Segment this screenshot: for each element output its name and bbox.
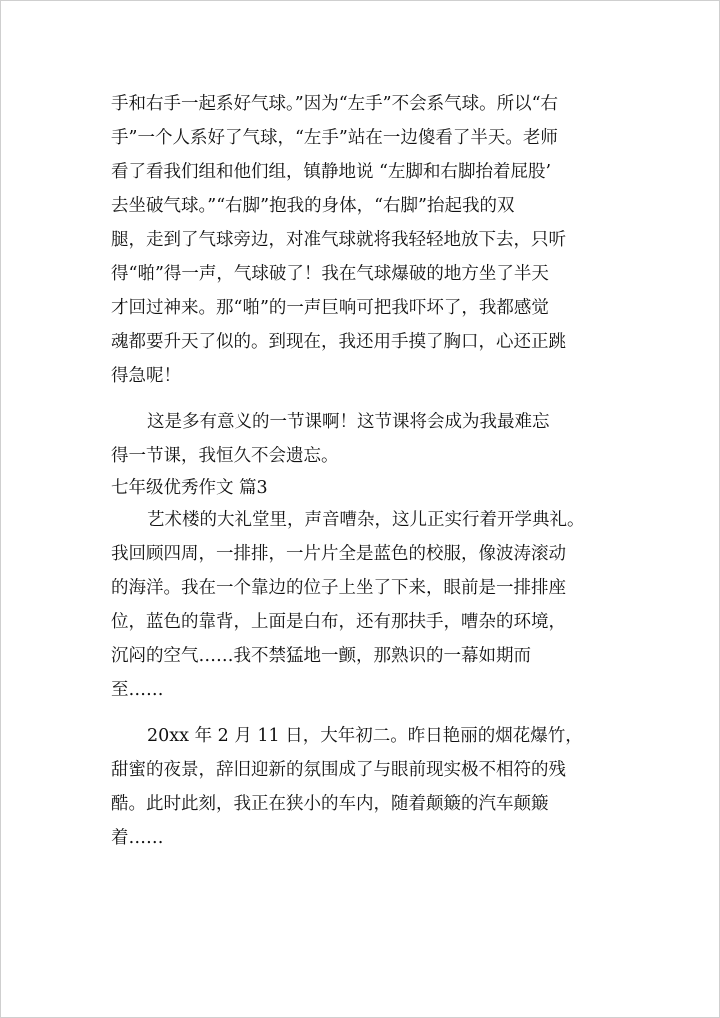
paragraph-line: 甜蜜的夜景，辞旧迎新的氛围成了与眼前现实极不相符的残 — [111, 760, 566, 780]
paragraph-line: 腿，走到了气球旁边，对准气球就将我轻轻地放下去，只听 — [111, 230, 566, 250]
paragraph-line: 我回顾四周，一排排，一片片全是蓝色的校服，像波涛滚动 — [111, 544, 566, 564]
paragraph-line: 看了看我们组和他们组，镇静地说 “左脚和右脚抬着屁股’ — [111, 162, 552, 182]
paragraph-line: 的海洋。我在一个靠边的位子上坐了下来，眼前是一排排座 — [111, 578, 566, 598]
paragraph-gap — [111, 393, 621, 405]
paragraph-line: 酷。此时此刻，我正在狭小的车内，随着颠簸的汽车颠簸 — [111, 794, 549, 814]
paragraph-gap — [111, 707, 621, 719]
paragraph-line: 20xx 年 2 月 11 日，大年初二。昨日艳丽的烟花爆竹， — [147, 726, 583, 746]
paragraph-line: 手”一个人系好了气球，“左手”站在一边傻看了半天。老师 — [111, 128, 558, 148]
paragraph-line: 去坐破气球。”“右脚”抱我的身体，“右脚”抬起我的双 — [111, 196, 515, 216]
paragraph-line: 得急呢！ — [111, 366, 181, 386]
paragraph-line: 才回过神来。那“啪”的一声巨响可把我吓坏了，我都感觉 — [111, 298, 549, 318]
paragraph-line: 位，蓝色的靠背，上面是白布，还有那扶手，嘈杂的环境， — [111, 612, 566, 632]
paragraph-line: 着…… — [111, 828, 164, 848]
document-body — [111, 87, 621, 855]
paragraph-line: 得“啪”得一声，气球破了！我在气球爆破的地方坐了半天 — [111, 264, 549, 284]
paragraph-line: 手和右手一起系好气球。”因为“左手”不会系气球。所以“右 — [111, 94, 559, 114]
paragraph-line: 得一节课，我恒久不会遗忘。 — [111, 446, 339, 466]
section-heading: 七年级优秀作文 篇3 — [111, 478, 268, 498]
paragraph-line: 艺术楼的大礼堂里，声音嘈杂，这儿正实行着开学典礼。 — [147, 510, 585, 530]
paragraph-line: 这是多有意义的一节课啊！这节课将会成为我最难忘 — [147, 412, 550, 432]
paragraph-line: 至…… — [111, 680, 164, 700]
paragraph-line: 沉闷的空气……我不禁猛地一颤，那熟识的一幕如期而 — [111, 646, 531, 666]
paragraph-line: 魂都要升天了似的。到现在，我还用手摸了胸口，心还正跳 — [111, 332, 566, 352]
